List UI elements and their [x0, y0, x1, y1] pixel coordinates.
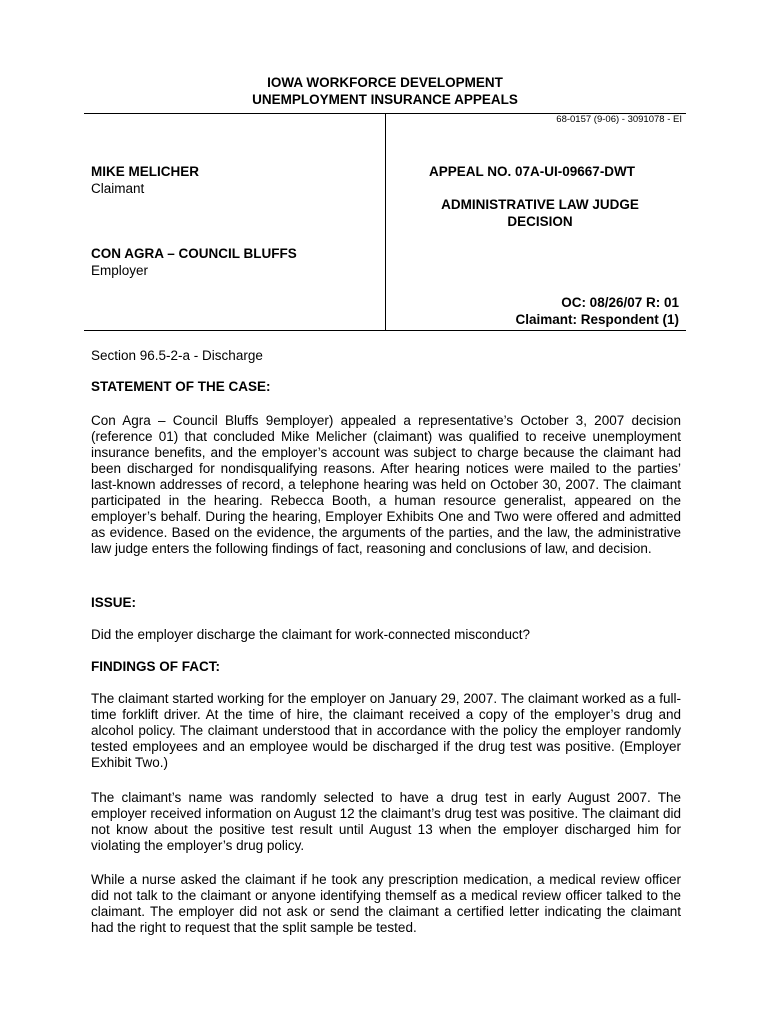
findings-paragraph: While a nurse asked the claimant if he took any prescription medication, a medical review officer did not talk to the claimant or anyone identifying themself as a medical review officer talked to the claimant. The employer did not ask or send the claimant a certified letter indicating the claimant had the right to request that the split sample be tested. [91, 872, 681, 935]
findings-paragraph-3-block [91, 872, 681, 936]
issue-body [91, 627, 681, 643]
claimant-role: Claimant [91, 181, 145, 196]
oc-line: OC: 08/26/07 R: 01 [561, 295, 679, 310]
claimant-status-line: Claimant: Respondent (1) [515, 312, 679, 327]
agency-name: IOWA WORKFORCE DEVELOPMENT [267, 75, 503, 90]
decision-title-line1: ADMINISTRATIVE LAW JUDGE [441, 197, 639, 212]
findings-paragraph-2-block [91, 790, 681, 854]
agency-header [0, 74, 770, 108]
claimant-block [91, 163, 199, 197]
employer-block [91, 245, 297, 279]
header-rule-bottom [84, 330, 686, 331]
findings-paragraph: The claimant’s name was randomly selected to have a drug test in early August 2007. The employer received information on August 12 the claimant’s drug test was positive. The claimant did not know about the positive test result until August 13 when the employer discharged him for violating the employer’s drug policy. [91, 790, 681, 853]
findings-paragraph: The claimant started working for the employer on January 29, 2007. The claimant worked as a full-time forklift driver. At the time of hire, the claimant received a copy of the employer’s drug and alcohol policy. The claimant understood that in accordance with the policy the employer randomly tested employees and an employee would be discharged if the drug test was positive. (Employer Exhibit Two.) [91, 691, 681, 770]
employer-name: CON AGRA – COUNCIL BLUFFS [91, 246, 297, 261]
decision-title-line2: DECISION [507, 214, 573, 229]
form-number: 68-0157 (9-06) - 3091078 - EI [556, 114, 682, 125]
statement-paragraph: Con Agra – Council Bluffs 9employer) appealed a representative’s October 3, 2007 decision (reference 01) that concluded Mike Melicher (claimant) was qualified to receive unemployment insurance benefits, and the employer’s account was subject to charge because the claimant had been discharged for nondisqualifying reasons. After hearing notices were mailed to the parties’ last-known addresses of record, a telephone hearing was held on October 30, 2007. The claimant participated in the hearing. Rebecca Booth, a human resource generalist, appeared on the employer’s behalf. During the hearing, Employer Exhibits One and Two were offered and admitted as evidence. Based on the evidence, the arguments of the parties, and the law, the administrative law judge enters the following findings of fact, reasoning and conclusions of law, and decision. [91, 413, 681, 556]
findings-paragraph-1-block [91, 691, 681, 771]
decision-title [390, 196, 690, 230]
section-reference: Section 96.5-2-a - Discharge [91, 348, 263, 363]
findings-heading: FINDINGS OF FACT: [91, 659, 220, 674]
header-rule-vertical [385, 113, 386, 330]
case-codes [515, 294, 679, 328]
agency-division: UNEMPLOYMENT INSURANCE APPEALS [252, 92, 518, 107]
issue-paragraph: Did the employer discharge the claimant for work-connected misconduct? [91, 627, 530, 642]
claimant-name: MIKE MELICHER [91, 164, 199, 179]
statement-heading: STATEMENT OF THE CASE: [91, 379, 271, 394]
statement-body [91, 413, 681, 557]
employer-role: Employer [91, 263, 149, 278]
issue-heading: ISSUE: [91, 595, 137, 610]
appeal-number: APPEAL NO. 07A-UI-09667-DWT [429, 164, 636, 179]
